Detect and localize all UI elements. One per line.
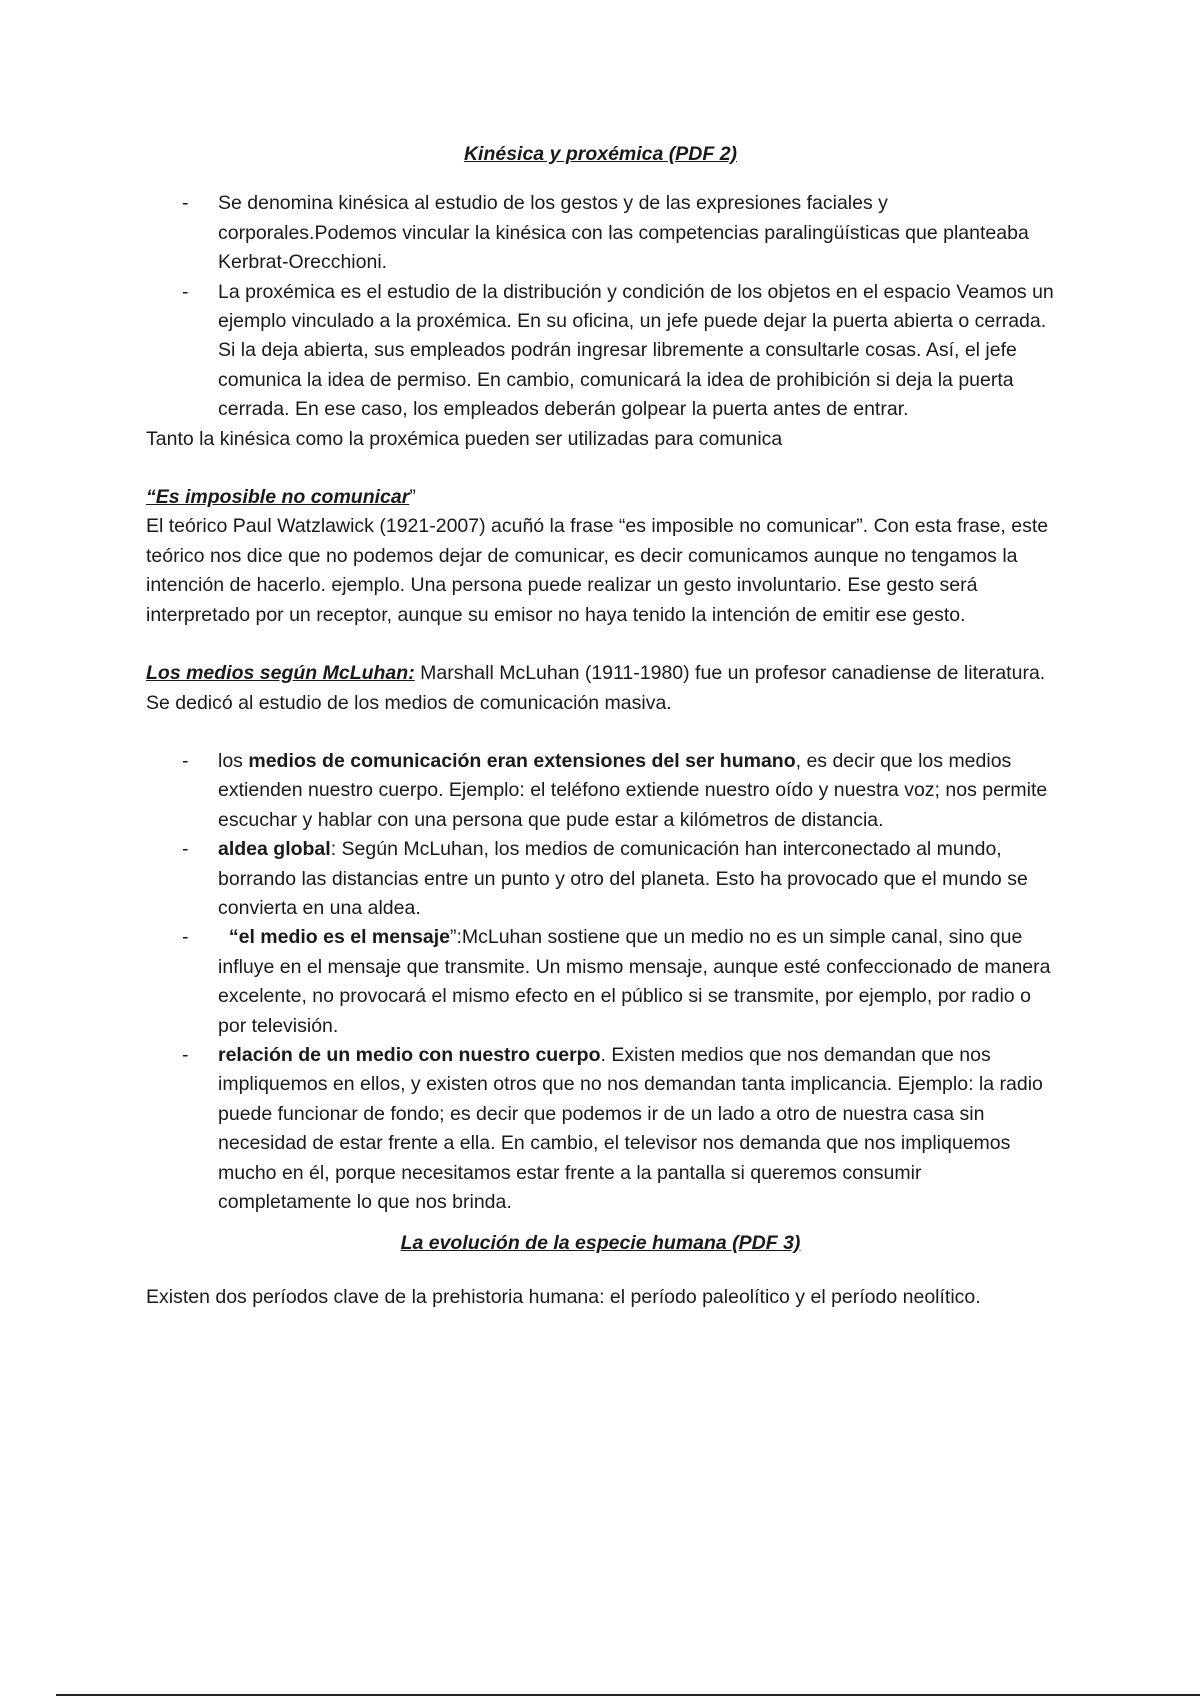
list-item — [146, 1041, 1055, 1217]
heading-tail: ” — [409, 486, 416, 509]
item-text-bold: aldea global — [218, 838, 331, 861]
mcluhan-intro-paragraph — [146, 659, 1055, 718]
closing-paragraph: Tanto la kinésica como la proxémica pueden ser utilizadas para comunica — [146, 427, 783, 450]
list-item — [146, 747, 1055, 835]
dash-bullet: - — [182, 838, 189, 861]
item-text-pre: los — [218, 749, 249, 772]
list-item — [146, 278, 1055, 425]
list-item — [146, 189, 1055, 277]
watzlawick-paragraph: El teórico Paul Watzlawick (1921-2007) acuñó la frase “es imposible no comunicar”. Con esta frase, este teórico nos dice que no podemos dejar de comunicar, es decir comunicamos aunque no tengamos la intención de hacerlo. ejemplo. Una persona puede realizar un gesto involuntario. Ese gesto será interpretado por un receptor, aunque su emisor no haya tenido la intención de emitir ese gesto. — [146, 515, 1049, 626]
section-title-evolucion: La evolución de la especie humana (PDF 3) — [400, 1232, 801, 1255]
dash-bullet: - — [182, 749, 189, 772]
mcluhan-list — [146, 747, 1055, 1218]
footer-divider — [56, 1694, 1200, 1696]
item-text-bold: medios de comunicación eran extensiones del ser humano — [248, 749, 796, 772]
section-heading-mcluhan: Los medios según McLuhan: — [146, 662, 415, 685]
item-text-bold: “el medio es el mensaje — [228, 926, 450, 949]
heading-paragraph — [146, 483, 1055, 512]
item-text-post: ”:McLuhan sostiene que un medio no es un simple canal, sino que influye en el mensaje que transmite. Un mismo mensaje, aunque esté confeccionado de manera excelente, no provocará el mismo efecto en el público si se transmite, por ejemplo, por radio o por televisión. — [218, 926, 1051, 1037]
dash-bullet: - — [182, 280, 189, 303]
item-text-post: . Existen medios que nos demandan que nos impliquemos en ellos, y existen otros que no nos demandan tanta implicancia. Ejemplo: la radio puede funcionar de fondo; es decir que podemos ir de un lado a otro de nuestra casa sin necesidad de estar frente a ella. En cambio, el televisor nos demanda que nos impliquemos mucho en él, porque necesitamos estar frente a la pantalla si queremos consumir completamente lo que nos brinda. — [218, 1043, 1043, 1213]
item-text-bold: relación de un medio con nuestro cuerpo — [218, 1043, 601, 1066]
item-text-post: : Según McLuhan, los medios de comunicación han interconectado al mundo, borrando las distancias entre un punto y otro del planeta. Esto ha provocado que el mundo se convierta en una aldea. — [218, 838, 1028, 919]
kinesica-list — [146, 189, 1055, 424]
section-heading-watzlawick: “Es imposible no comunicar — [146, 486, 410, 509]
dash-bullet: - — [182, 1043, 189, 1066]
list-item-text: La proxémica es el estudio de la distribución y condición de los objetos en el espacio Veamos un ejemplo vinculado a la proxémica. En su oficina, un jefe puede dejar la puerta abierta o cerrada. Si la deja abierta, sus empleados podrán ingresar libremente a consultarle cosas. Así, el jefe comunica la idea de permiso. En cambio, comunicará la idea de prohibición si deja la puerta cerrada. En ese caso, los empleados deberán golpear la puerta antes de entrar. — [218, 280, 1054, 421]
list-item-text: Se denomina kinésica al estudio de los gestos y de las expresiones faciales y corporales.Podemos vincular la kinésica con las competencias paralingüísticas que planteaba Kerbrat-Orecchioni. — [218, 192, 1029, 274]
list-item — [146, 923, 1055, 1041]
item-text-pre — [218, 926, 229, 948]
dash-bullet: - — [182, 926, 189, 949]
item-text-post: , es decir que los medios extienden nuestro cuerpo. Ejemplo: el teléfono extiende nuestro oído y nuestra voz; nos permite escuchar y hablar con una persona que pude estar a kilómetros de distancia. — [218, 749, 1048, 831]
dash-bullet: - — [182, 192, 189, 215]
section-title-kinesica: Kinésica y proxémica (PDF 2) — [463, 143, 738, 165]
evolucion-paragraph: Existen dos períodos clave de la prehistoria humana: el período paleolítico y el período neolítico. — [146, 1285, 981, 1308]
list-item — [146, 835, 1055, 923]
mcluhan-intro-text: Marshall McLuhan (1911-1980) fue un profesor canadiense de literatura. Se dedicó al estudio de los medios de comunicación masiva. — [146, 662, 1046, 714]
